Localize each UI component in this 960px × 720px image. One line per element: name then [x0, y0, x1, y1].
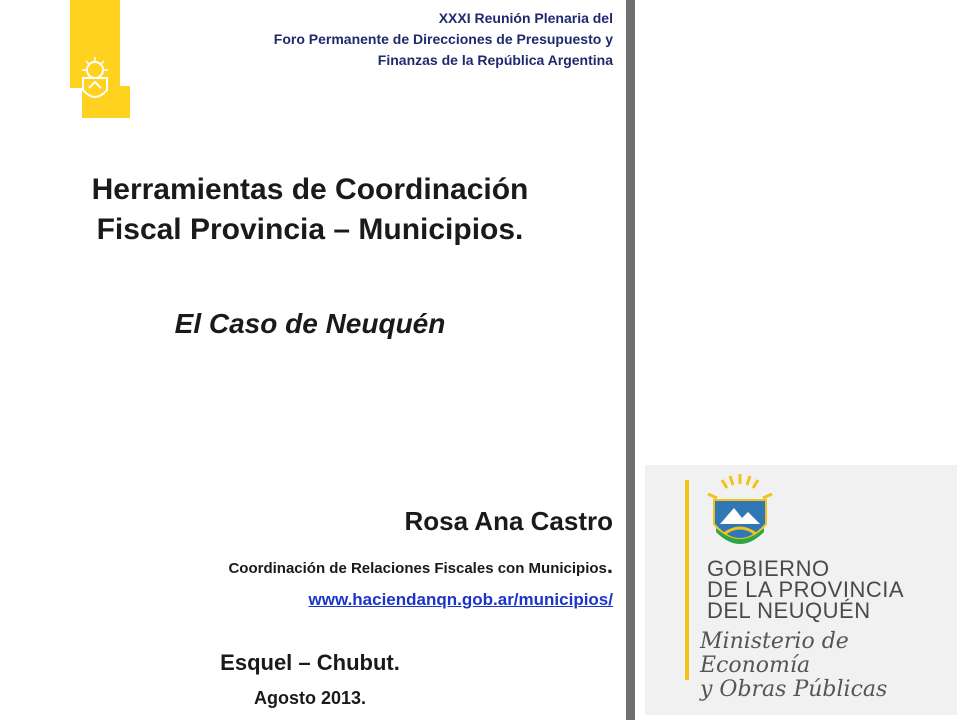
event-place: Esquel – Chubut.	[220, 650, 400, 675]
government-line-2: DE LA PROVINCIA	[707, 577, 905, 602]
government-line-3: DEL NEUQUÉN	[707, 598, 871, 623]
conference-header	[133, 8, 613, 71]
neuquen-coat-of-arms-icon	[700, 472, 780, 558]
presenter-role	[53, 553, 613, 579]
header-line-2: Foro Permanente de Direcciones de Presupuesto y	[273, 31, 613, 47]
ministry-line-2: y Obras Públicas	[700, 677, 888, 702]
vertical-divider	[626, 0, 635, 720]
header-line-3: Finanzas de la República Argentina	[377, 52, 613, 68]
logo-accent-bar	[685, 480, 689, 680]
website-link[interactable]: www.haciendanqn.gob.ar/municipios/	[308, 590, 613, 609]
presenter-name: Rosa Ana Castro	[404, 506, 613, 536]
slide-title	[10, 170, 610, 250]
province-emblem-icon	[77, 56, 113, 108]
header-line-1: XXXI Reunión Plenaria del	[438, 10, 613, 26]
ministry-line-1: Ministerio de Economía	[700, 629, 849, 678]
government-name	[707, 558, 947, 621]
event-date: Agosto 2013.	[253, 688, 367, 708]
title-line-2: Fiscal Provincia – Municipios.	[96, 213, 524, 246]
presenter-role-text: Coordinación de Relaciones Fiscales con Municipios	[228, 560, 607, 577]
presenter-role-period: .	[606, 553, 613, 578]
title-line-1: Herramientas de Coordinación	[91, 173, 529, 206]
slide-subtitle: El Caso de Neuquén	[174, 308, 446, 339]
ministry-name	[700, 630, 950, 702]
government-line-1: GOBIERNO	[707, 556, 830, 581]
